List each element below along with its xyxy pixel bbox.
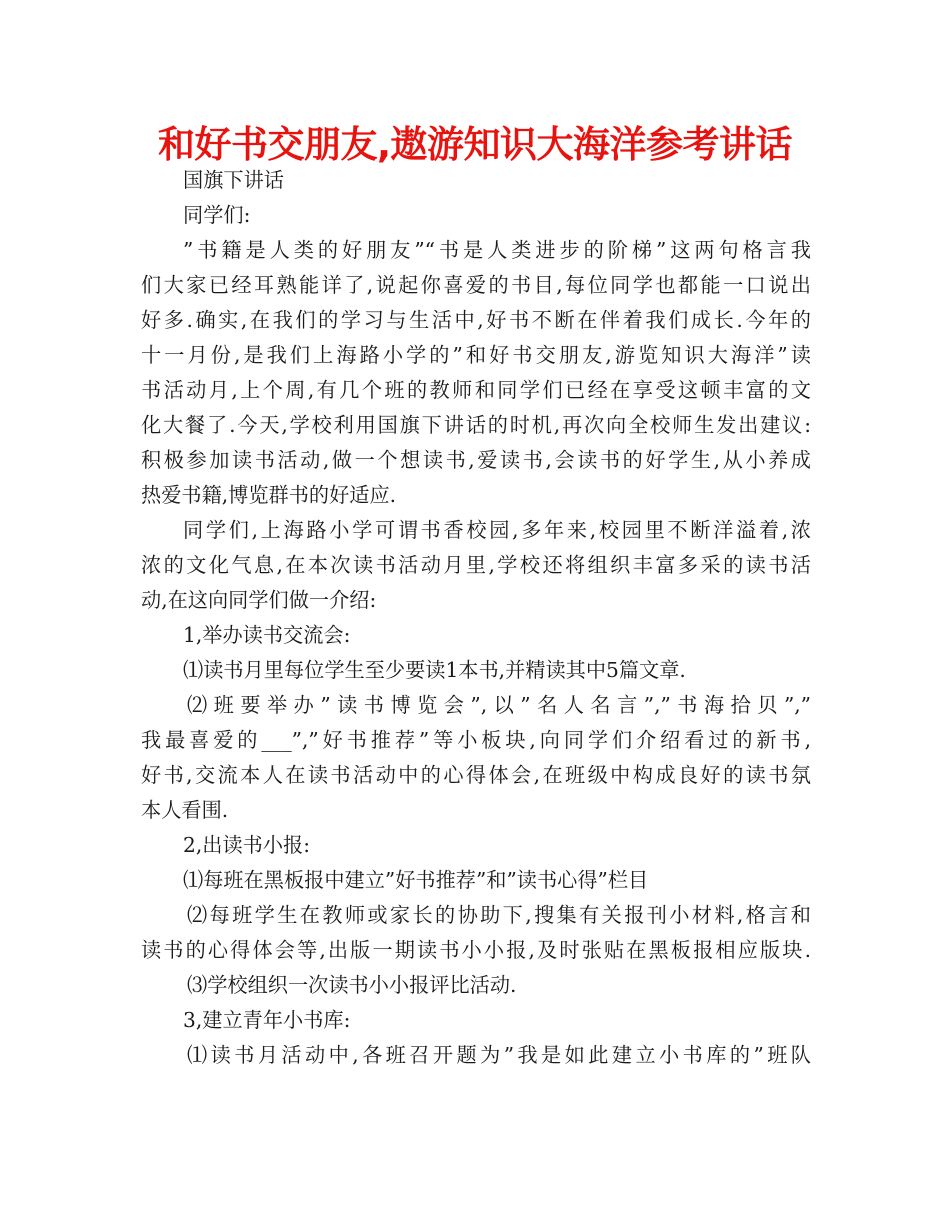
text-line: 好多.确实,在我们的学习与生活中,好书不断在伴着我们成长.今年的	[141, 308, 811, 332]
text-line: 我最喜爱的___”,”好书推荐”等小板块,向同学们介绍看过的新书,	[141, 728, 811, 752]
text-line: 动,在这向同学们做一介绍:	[141, 588, 377, 612]
text-line: ⑶学校组织一次读书小小报评比活动.	[187, 973, 517, 997]
text-line: ”书籍是人类的好朋友”“书是人类进步的阶梯”这两句格言我	[183, 238, 811, 262]
document-title: 和好书交朋友,遨游知识大海洋参考讲话	[157, 123, 793, 166]
document-body	[141, 163, 811, 1073]
text-line: ⑴每班在黑板报中建立”好书推荐”和”读书心得”栏目	[183, 868, 649, 892]
text-line: 书活动月,上个周,有几个班的教师和同学们已经在享受这顿丰富的文	[141, 378, 811, 402]
text-line: 读书的心得体会等,出版一期读书小小报,及时张贴在黑板报相应版块.	[141, 938, 811, 962]
text-line: 本人看围.	[141, 798, 229, 822]
text-line: 同学们,上海路小学可谓书香校园,多年来,校园里不断洋溢着,浓	[183, 518, 811, 542]
text-line: 1,举办读书交流会:	[183, 623, 351, 647]
text-line: 同学们:	[183, 203, 251, 227]
text-line: ⑴读书月活动中,各班召开题为”我是如此建立小书库的”班队	[187, 1043, 811, 1067]
text-line: 积极参加读书活动,做一个想读书,爱读书,会读书的好学生,从小养成	[141, 448, 811, 472]
text-line: 十一月份,是我们上海路小学的”和好书交朋友,游览知识大海洋”读	[141, 343, 811, 367]
text-line: 好书,交流本人在读书活动中的心得体会,在班级中构成良好的读书氛	[141, 763, 811, 787]
text-line: 们大家已经耳熟能详了,说起你喜爱的书目,每位同学也都能一口说出	[141, 273, 811, 297]
text-line: 热爱书籍,博览群书的好适应.	[141, 483, 397, 507]
text-line: ⑴读书月里每位学生至少要读1本书,并精读其中5篇文章.	[183, 658, 686, 682]
text-line: ⑵每班学生在教师或家长的协助下,搜集有关报刊小材料,格言和	[187, 903, 811, 927]
text-line: 国旗下讲话	[183, 168, 284, 192]
text-line: 2,出读书小报:	[183, 833, 311, 857]
text-line: 浓的文化气息,在本次读书活动月里,学校还将组织丰富多采的读书活	[141, 553, 811, 577]
text-line: 3,建立青年小书库:	[183, 1008, 351, 1032]
text-line: 化大餐了.今天,学校利用国旗下讲话的时机,再次向全校师生发出建议:	[141, 413, 811, 437]
text-line: ⑵班要举办”读书博览会”,以”名人名言”,”书海拾贝”,”	[187, 693, 811, 717]
